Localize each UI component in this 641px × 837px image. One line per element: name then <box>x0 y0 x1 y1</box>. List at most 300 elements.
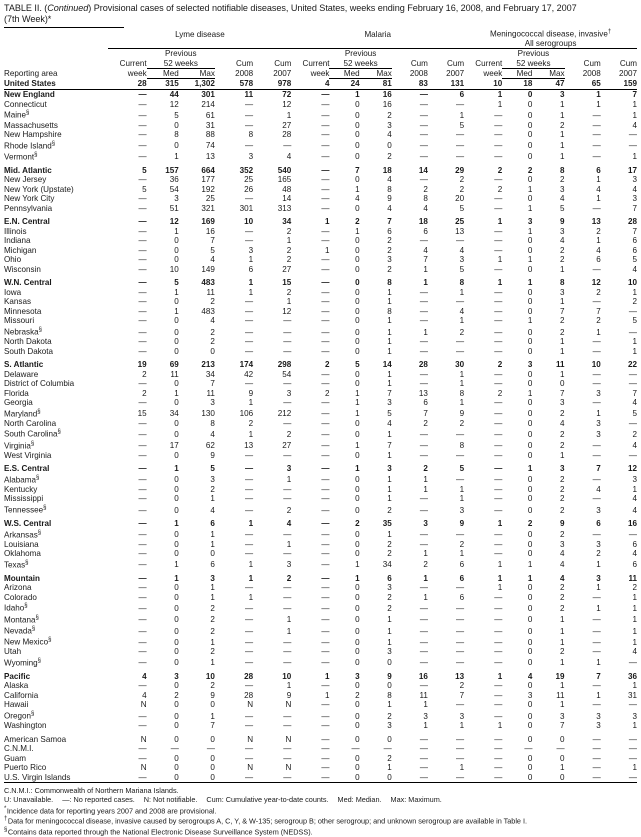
row-value: 1 <box>560 658 565 668</box>
row-value: — <box>138 475 147 485</box>
row-value: — <box>494 152 503 162</box>
title-week: (7th Week)* <box>4 14 52 25</box>
row-value: 2 <box>560 175 565 185</box>
table-row <box>4 549 637 559</box>
row-area-label: West Virginia <box>4 450 52 460</box>
row-value: — <box>494 245 503 255</box>
row-value: 2 <box>459 539 465 549</box>
row-value: — <box>245 583 254 593</box>
row-value: 3 <box>632 194 637 204</box>
row-value: 0 <box>174 734 179 744</box>
row-area-label: Washington <box>4 721 47 731</box>
row-value: — <box>245 236 254 246</box>
row-value: — <box>494 337 503 347</box>
row-value: 11 <box>170 369 179 379</box>
row-value: — <box>283 637 292 647</box>
row-value: 2 <box>527 519 533 529</box>
row-value: — <box>138 379 147 389</box>
row-value: 8 <box>248 130 254 140</box>
row-value: 1 <box>459 763 465 773</box>
row-value: — <box>494 744 503 754</box>
row-area-label: Vermont§ <box>4 151 38 162</box>
row-value: 1 <box>387 626 392 636</box>
row-value: 1 <box>355 184 360 194</box>
row-value: 0 <box>527 592 533 602</box>
row-value: 1 <box>527 316 533 326</box>
table-row <box>4 175 637 185</box>
row-value: 4 <box>632 647 637 657</box>
row-value: 159 <box>601 78 637 90</box>
row-value: 4 <box>387 130 392 140</box>
footnote-star-text: Incidence data for reporting years 2007 and 2008 are provisional. <box>6 806 217 816</box>
row-value: 1 <box>560 130 565 140</box>
current-label-malaria: Current <box>302 59 330 69</box>
row-value: 4 <box>596 184 601 194</box>
row-area-label: Hawaii <box>4 700 29 710</box>
table-row <box>4 519 637 529</box>
footnote-legend <box>4 795 637 804</box>
row-value: 3 <box>210 398 215 408</box>
row-value: — <box>419 734 428 744</box>
row-value: — <box>456 658 465 668</box>
row-value: 3 <box>387 255 392 265</box>
row-value: — <box>321 734 330 744</box>
row-value: 1 <box>497 573 503 583</box>
row-value: — <box>245 327 254 337</box>
row-value: — <box>321 753 330 763</box>
row-value: 1 <box>387 297 392 307</box>
row-value: 2 <box>560 604 565 614</box>
row-value: — <box>138 604 147 614</box>
row-area-label: Maine§ <box>4 110 30 121</box>
row-value: 1 <box>632 604 637 614</box>
row-value: — <box>494 530 503 540</box>
row-value: 0 <box>387 734 392 744</box>
row-value: 0 <box>174 530 179 540</box>
row-value: 0 <box>355 637 360 647</box>
row-value: 12 <box>627 464 637 474</box>
previous-label-lyme: Previous <box>165 49 197 59</box>
row-value: — <box>283 583 292 593</box>
row-value: 1 <box>459 549 465 559</box>
row-value: — <box>245 194 254 204</box>
row-value: 0 <box>355 297 360 307</box>
row-value: — <box>138 130 147 140</box>
row-value: — <box>419 450 428 460</box>
table-row <box>4 288 637 298</box>
row-value: — <box>321 549 330 559</box>
row-value: 0 <box>210 549 215 559</box>
row-value: — <box>138 549 147 559</box>
row-value: — <box>321 297 330 307</box>
row-value: 1 <box>459 494 465 504</box>
row-value: — <box>494 539 503 549</box>
row-value: — <box>456 236 465 246</box>
row-value: 1 <box>355 573 360 583</box>
group-title-lyme: Lyme disease <box>175 29 225 39</box>
row-value: 0 <box>527 763 533 773</box>
row-value: 0 <box>527 441 533 451</box>
row-value: 0 <box>387 772 392 782</box>
row-value: 2 <box>286 573 292 583</box>
row-value: — <box>419 175 428 185</box>
row-value: 1 <box>423 592 428 602</box>
row-value: 1 <box>596 409 601 419</box>
row-value: — <box>283 346 292 356</box>
row-value: 664 <box>201 165 215 175</box>
row-value: — <box>138 398 147 408</box>
row-value: 6 <box>423 398 428 408</box>
row-value: 1 <box>560 626 565 636</box>
row-value: 0 <box>355 152 360 162</box>
row-value: 1 <box>423 475 428 485</box>
max-label-lyme: Max <box>179 68 215 78</box>
row-area-label: Kansas <box>4 297 31 307</box>
row-area-label: Montana§ <box>4 614 39 625</box>
table-row <box>4 316 637 326</box>
row-value: — <box>494 690 503 700</box>
row-value: 14 <box>418 165 428 175</box>
row-value: 72 <box>282 90 292 100</box>
row-value: 0 <box>174 721 179 731</box>
row-value: 12 <box>282 99 292 109</box>
table-row <box>4 100 637 110</box>
row-value: — <box>138 592 147 602</box>
row-value: N <box>285 763 292 773</box>
row-value: — <box>321 226 330 236</box>
row-value: 2 <box>387 236 392 246</box>
row-value: — <box>138 226 147 236</box>
current-label-lyme: Current <box>119 59 147 69</box>
row-value: — <box>245 141 254 151</box>
row-value: 1 <box>387 484 392 494</box>
row-value: — <box>592 450 601 460</box>
row-value: 1 <box>459 369 465 379</box>
row-value: 0 <box>355 604 360 614</box>
row-value: 6 <box>387 226 392 236</box>
row-value: — <box>419 615 428 625</box>
row-value: 2 <box>596 549 601 559</box>
row-value: — <box>321 278 330 288</box>
row-value: 28 <box>627 217 637 227</box>
row-value: 2 <box>560 120 565 130</box>
row-value: 0 <box>387 681 392 691</box>
row-value: 1 <box>248 398 254 408</box>
row-value: 0 <box>527 287 533 297</box>
row-value: 36 <box>627 671 637 681</box>
row-value: — <box>592 772 601 782</box>
row-value: — <box>138 484 147 494</box>
row-value: 0 <box>527 721 533 731</box>
row-value: 1 <box>560 369 565 379</box>
row-area-label: Minnesota <box>4 306 42 316</box>
table-row <box>4 593 637 603</box>
row-value: 9 <box>248 388 254 398</box>
row-value: 9 <box>210 690 215 700</box>
row-area-label: North Carolina <box>4 418 57 428</box>
row-value: 7 <box>632 90 637 100</box>
row-value: — <box>494 226 503 236</box>
row-value: 0 <box>355 583 360 593</box>
row-value: 2 <box>210 327 215 337</box>
row-value: 1 <box>560 346 565 356</box>
row-value: 1 <box>286 475 292 485</box>
row-value: 0 <box>527 772 533 782</box>
row-value: — <box>494 681 503 691</box>
row-value: 2 <box>560 430 565 440</box>
current-label-meningococcal: Current <box>475 59 503 69</box>
row-value: 28 <box>108 78 146 90</box>
footnote-cnmi: C.N.M.I.: Commonwealth of Northern Mariana Islands. <box>4 786 179 796</box>
row-value: 2 <box>423 464 428 474</box>
row-value: — <box>592 475 601 485</box>
row-value: — <box>494 658 503 668</box>
row-area-label: Maryland§ <box>4 408 41 419</box>
row-value: 0 <box>527 111 533 121</box>
row-value: 28 <box>244 671 254 681</box>
row-value: — <box>245 530 254 540</box>
row-value: 83 <box>392 78 428 90</box>
row-value: 0 <box>174 626 179 636</box>
notifiable-diseases-table <box>4 28 637 785</box>
row-value: 0 <box>355 236 360 246</box>
row-area-label: Iowa <box>4 287 22 297</box>
row-value: 169 <box>201 217 215 227</box>
row-value: — <box>138 255 147 265</box>
row-value: — <box>245 753 254 763</box>
row-value: 2 <box>286 245 292 255</box>
row-value: — <box>283 549 292 559</box>
row-value: 0 <box>174 711 179 721</box>
row-value: 1 <box>423 721 428 731</box>
row-value: 1 <box>387 327 392 337</box>
footnote-section <box>4 826 637 837</box>
row-value: 1 <box>210 539 215 549</box>
row-value: — <box>138 505 147 515</box>
row-value: 0 <box>527 369 533 379</box>
section-marker: § <box>37 529 42 536</box>
row-area-label: Guam <box>4 753 27 763</box>
row-value: 2 <box>560 255 565 265</box>
row-value: — <box>138 418 147 428</box>
row-value: 2 <box>560 505 565 515</box>
row-value: 0 <box>560 379 565 389</box>
row-value: 0 <box>174 549 179 559</box>
row-value: 0 <box>355 111 360 121</box>
row-value: 51 <box>169 203 179 213</box>
row-value: — <box>419 369 428 379</box>
row-value: — <box>138 464 147 474</box>
row-value: 1,302 <box>179 78 215 90</box>
row-value: — <box>419 744 428 754</box>
row-value: — <box>628 734 637 744</box>
row-value: 2 <box>210 337 215 347</box>
table-row <box>4 217 637 227</box>
row-value: — <box>628 369 637 379</box>
row-value: 2 <box>387 264 392 274</box>
row-value: 213 <box>201 360 215 370</box>
row-area-label: Michigan <box>4 245 37 255</box>
table-row <box>4 204 637 214</box>
section-marker: § <box>37 408 41 415</box>
row-value: 4 <box>596 484 601 494</box>
footnotes <box>4 786 637 837</box>
row-area-label: Virginia§ <box>4 440 35 451</box>
row-value: 42 <box>244 369 254 379</box>
row-value: 0 <box>174 255 179 265</box>
row-value: — <box>245 494 254 504</box>
row-value: 0 <box>527 615 533 625</box>
row-value: 1 <box>174 152 179 162</box>
row-value: 3 <box>387 464 392 474</box>
row-value: 0 <box>355 316 360 326</box>
row-value: — <box>245 539 254 549</box>
row-area-label: Texas§ <box>4 559 29 570</box>
row-value: — <box>321 573 330 583</box>
row-value: — <box>245 316 254 326</box>
row-value: 0 <box>527 194 533 204</box>
row-value: 2 <box>286 505 292 515</box>
row-value: 1 <box>560 337 565 347</box>
row-value: 2 <box>387 245 392 255</box>
row-value: 301 <box>201 90 215 100</box>
row-value: — <box>138 111 147 121</box>
row-value: 34 <box>382 560 392 570</box>
row-value: — <box>321 744 330 754</box>
table-row <box>4 398 637 408</box>
row-value: 15 <box>282 278 292 288</box>
row-value: 1 <box>324 671 330 681</box>
row-area-label: New Hampshire <box>4 130 62 140</box>
row-value: 3 <box>527 360 533 370</box>
row-value: 1 <box>527 388 533 398</box>
row-value: 1 <box>355 560 360 570</box>
row-value: — <box>321 255 330 265</box>
table-row <box>4 389 637 399</box>
row-value: 4 <box>210 505 215 515</box>
row-value: 352 <box>239 165 254 175</box>
row-value: — <box>628 772 637 782</box>
row-value: 0 <box>387 658 392 668</box>
row-value: 2 <box>355 519 360 529</box>
row-value: — <box>321 494 330 504</box>
row-value: 0 <box>355 287 360 297</box>
section-marker: § <box>48 637 52 644</box>
row-value: 2 <box>459 175 465 185</box>
row-value: — <box>245 711 254 721</box>
row-value: — <box>283 592 292 602</box>
row-area-label: Louisiana <box>4 539 39 549</box>
row-value: 4 <box>560 194 565 204</box>
row-value: — <box>628 418 637 428</box>
previous-label-meningococcal: Previous <box>517 49 550 59</box>
row-area-label: New England <box>4 90 55 100</box>
section-marker: § <box>37 657 42 664</box>
row-value: 1 <box>248 430 254 440</box>
row-value: 3 <box>527 690 533 700</box>
row-value: 8 <box>423 194 428 204</box>
row-value: — <box>321 418 330 428</box>
row-value: 0 <box>174 604 179 614</box>
row-value: 7 <box>423 409 428 419</box>
row-value: 1 <box>632 763 637 773</box>
row-value: — <box>494 409 503 419</box>
row-value: 18 <box>418 217 428 227</box>
row-value: 0 <box>527 658 533 668</box>
row-value: 12 <box>169 217 179 227</box>
row-value: 3 <box>632 175 637 185</box>
row-area-label: Idaho§ <box>4 603 28 614</box>
table-row <box>4 121 637 131</box>
row-value: — <box>321 763 330 773</box>
row-value: 0 <box>355 484 360 494</box>
row-value: 1 <box>459 379 465 389</box>
row-value: 4 <box>560 560 565 570</box>
row-value: — <box>321 647 330 657</box>
row-value: 0 <box>355 450 360 460</box>
year-label-meningococcal-2008: 2008 <box>582 69 601 79</box>
row-value: 0 <box>355 245 360 255</box>
row-value: — <box>494 626 503 636</box>
row-value: N <box>247 763 254 773</box>
row-value: 3 <box>355 671 360 681</box>
row-value: — <box>321 398 330 408</box>
row-value: 5 <box>387 409 392 419</box>
row-value: 22 <box>627 360 637 370</box>
row-value: 81 <box>360 78 392 90</box>
row-value: 1 <box>174 464 179 474</box>
row-value: — <box>138 744 147 754</box>
row-value: — <box>592 494 601 504</box>
row-value: 483 <box>201 278 215 288</box>
star-symbol: * <box>4 805 7 812</box>
row-value: — <box>321 184 330 194</box>
table-row <box>4 236 637 246</box>
row-value: 7 <box>560 306 565 316</box>
row-value: 3 <box>286 560 292 570</box>
row-value: 1 <box>497 255 503 265</box>
row-value: 578 <box>215 78 253 90</box>
row-value: — <box>494 711 503 721</box>
row-value: 2 <box>560 475 565 485</box>
row-value: 7 <box>210 721 215 731</box>
row-value: 7 <box>596 306 601 316</box>
row-value: 0 <box>355 379 360 389</box>
row-value: 0 <box>355 734 360 744</box>
row-value: 0 <box>174 494 179 504</box>
row-value: 3 <box>387 721 392 731</box>
row-value: — <box>321 203 330 213</box>
row-value: — <box>138 711 147 721</box>
row-value: 165 <box>277 175 292 185</box>
row-value: 3 <box>596 418 601 428</box>
row-value: 3 <box>560 226 565 236</box>
row-value: 0 <box>174 753 179 763</box>
row-value: 4 <box>632 505 637 515</box>
row-value: 1 <box>497 519 503 529</box>
row-area-label: South Carolina§ <box>4 429 61 440</box>
row-value: 0 <box>174 647 179 657</box>
row-value: 2 <box>459 184 465 194</box>
row-value: — <box>419 494 428 504</box>
row-value: 0 <box>174 615 179 625</box>
title-suffix: ) Provisional cases of selected notifiable diseases, United States, weeks ending February 16, 2008, and February 17, 2007 <box>88 3 577 13</box>
table-row <box>4 307 637 317</box>
row-value: 5 <box>459 464 465 474</box>
row-value: — <box>138 287 147 297</box>
row-value: 0 <box>527 475 533 485</box>
row-area-label: American Samoa <box>4 734 67 744</box>
